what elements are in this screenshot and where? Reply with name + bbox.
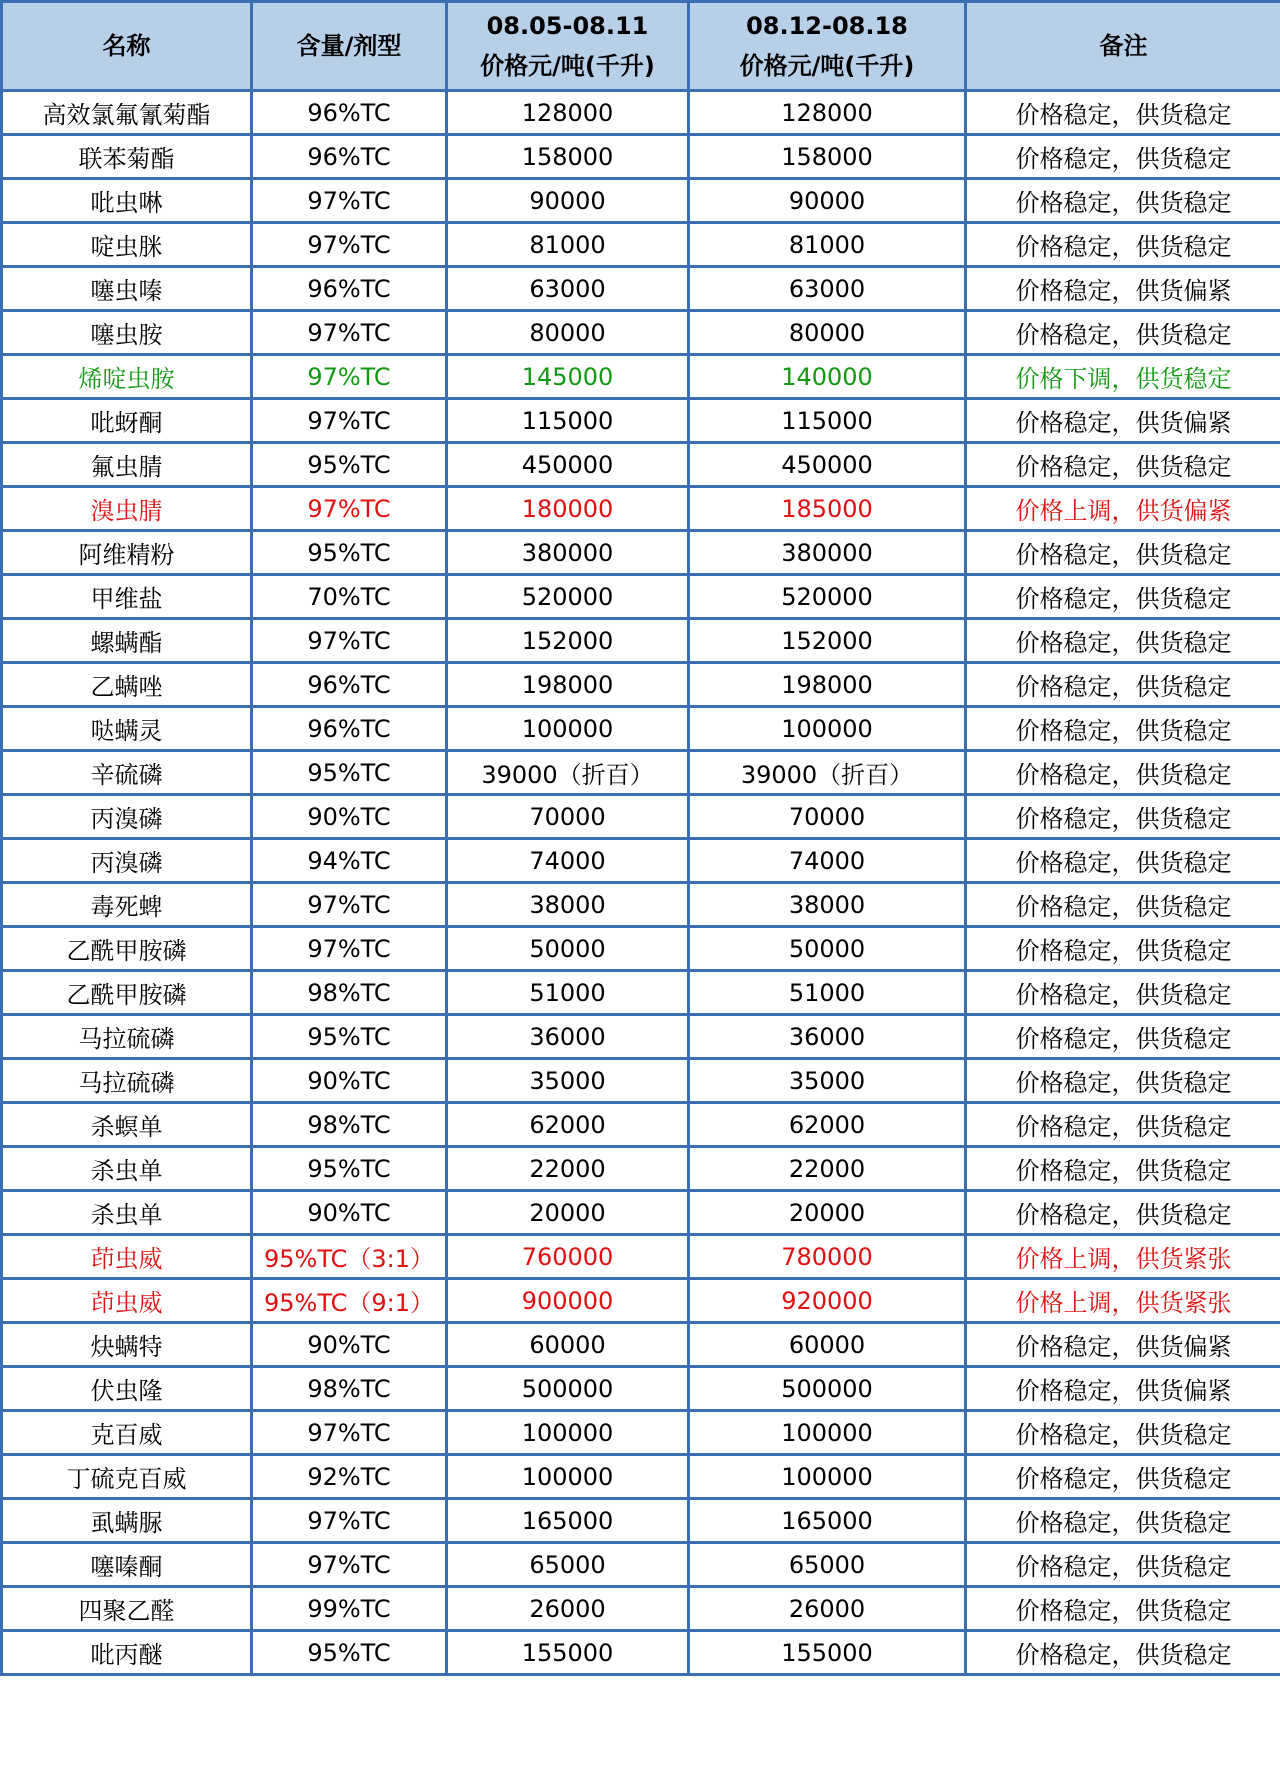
cell-price-week2: 60000: [689, 1323, 966, 1367]
cell-name: 辛硫磷: [2, 751, 252, 795]
table-body: [2, 91, 1280, 1675]
table-row: [2, 1543, 1280, 1587]
cell-price-week1: 145000: [447, 355, 689, 399]
table-row: [2, 927, 1280, 971]
cell-note: 价格稳定，供货稳定: [966, 1103, 1280, 1147]
header-week1: [447, 2, 689, 91]
table-row: [2, 795, 1280, 839]
cell-price-week1: 50000: [447, 927, 689, 971]
cell-price-week2: 450000: [689, 443, 966, 487]
table-row: [2, 1587, 1280, 1631]
cell-price-week2: 500000: [689, 1367, 966, 1411]
cell-note: 价格稳定，供货稳定: [966, 839, 1280, 883]
cell-name: 乙螨唑: [2, 663, 252, 707]
cell-price-week2: 39000（折百）: [689, 751, 966, 795]
cell-name: 哒螨灵: [2, 707, 252, 751]
table-row: [2, 399, 1280, 443]
cell-note: 价格上调，供货紧张: [966, 1279, 1280, 1323]
cell-price-week2: 81000: [689, 223, 966, 267]
cell-name: 伏虫隆: [2, 1367, 252, 1411]
cell-spec: 95%TC: [252, 1631, 447, 1675]
cell-price-week1: 900000: [447, 1279, 689, 1323]
header-week1-unit: 价格元/吨(千升): [480, 52, 655, 80]
cell-price-week1: 26000: [447, 1587, 689, 1631]
cell-name: 马拉硫磷: [2, 1015, 252, 1059]
cell-price-week2: 22000: [689, 1147, 966, 1191]
cell-price-week1: 36000: [447, 1015, 689, 1059]
cell-note: 价格稳定，供货稳定: [966, 575, 1280, 619]
table-row: [2, 91, 1280, 135]
cell-price-week1: 180000: [447, 487, 689, 531]
cell-price-week2: 70000: [689, 795, 966, 839]
cell-spec: 96%TC: [252, 707, 447, 751]
table-row: [2, 1455, 1280, 1499]
table-row: [2, 1235, 1280, 1279]
cell-price-week2: 128000: [689, 91, 966, 135]
cell-spec: 97%TC: [252, 179, 447, 223]
cell-note: 价格稳定，供货稳定: [966, 443, 1280, 487]
cell-price-week1: 90000: [447, 179, 689, 223]
cell-note: 价格稳定，供货稳定: [966, 223, 1280, 267]
cell-price-week2: 100000: [689, 1455, 966, 1499]
cell-name: 噻嗪酮: [2, 1543, 252, 1587]
table-row: [2, 223, 1280, 267]
cell-price-week1: 380000: [447, 531, 689, 575]
header-row: [2, 2, 1280, 91]
cell-name: 噻虫嗪: [2, 267, 252, 311]
cell-price-week2: 20000: [689, 1191, 966, 1235]
cell-price-week1: 155000: [447, 1631, 689, 1675]
cell-name: 杀螟单: [2, 1103, 252, 1147]
cell-spec: 97%TC: [252, 223, 447, 267]
cell-spec: 97%TC: [252, 399, 447, 443]
cell-price-week2: 198000: [689, 663, 966, 707]
cell-price-week1: 81000: [447, 223, 689, 267]
cell-note: 价格稳定，供货稳定: [966, 135, 1280, 179]
cell-spec: 96%TC: [252, 663, 447, 707]
cell-spec: 96%TC: [252, 267, 447, 311]
cell-price-week1: 38000: [447, 883, 689, 927]
cell-spec: 95%TC（9:1）: [252, 1279, 447, 1323]
cell-price-week1: 100000: [447, 1455, 689, 1499]
cell-name: 毒死蜱: [2, 883, 252, 927]
cell-note: 价格稳定，供货稳定: [966, 971, 1280, 1015]
cell-name: 马拉硫磷: [2, 1059, 252, 1103]
cell-note: 价格稳定，供货稳定: [966, 1455, 1280, 1499]
table-row: [2, 883, 1280, 927]
table-row: [2, 1367, 1280, 1411]
table-row: [2, 707, 1280, 751]
cell-spec: 97%TC: [252, 619, 447, 663]
cell-spec: 97%TC: [252, 1499, 447, 1543]
cell-name: 啶虫脒: [2, 223, 252, 267]
table-row: [2, 1147, 1280, 1191]
table-row: [2, 619, 1280, 663]
cell-note: 价格稳定，供货稳定: [966, 179, 1280, 223]
header-week2: [689, 2, 966, 91]
cell-price-week2: 63000: [689, 267, 966, 311]
cell-note: 价格稳定，供货偏紧: [966, 267, 1280, 311]
cell-note: 价格稳定，供货稳定: [966, 883, 1280, 927]
cell-spec: 94%TC: [252, 839, 447, 883]
cell-price-week2: 100000: [689, 1411, 966, 1455]
cell-note: 价格稳定，供货稳定: [966, 1587, 1280, 1631]
table-row: [2, 1411, 1280, 1455]
cell-price-week1: 198000: [447, 663, 689, 707]
cell-name: 烯啶虫胺: [2, 355, 252, 399]
table-row: [2, 531, 1280, 575]
table-row: [2, 1499, 1280, 1543]
cell-price-week2: 520000: [689, 575, 966, 619]
cell-spec: 90%TC: [252, 795, 447, 839]
header-spec: 含量/剂型: [252, 2, 447, 91]
cell-spec: 97%TC: [252, 487, 447, 531]
cell-name: 杀虫单: [2, 1147, 252, 1191]
cell-note: 价格稳定，供货稳定: [966, 91, 1280, 135]
cell-name: 茚虫威: [2, 1279, 252, 1323]
cell-note: 价格稳定，供货稳定: [966, 751, 1280, 795]
cell-name: 丁硫克百威: [2, 1455, 252, 1499]
cell-price-week2: 50000: [689, 927, 966, 971]
table-row: [2, 751, 1280, 795]
cell-note: 价格稳定，供货稳定: [966, 1015, 1280, 1059]
cell-spec: 95%TC: [252, 1147, 447, 1191]
table-row: [2, 575, 1280, 619]
cell-price-week1: 74000: [447, 839, 689, 883]
cell-spec: 95%TC: [252, 443, 447, 487]
table-row: [2, 179, 1280, 223]
table-row: [2, 1631, 1280, 1675]
cell-spec: 96%TC: [252, 135, 447, 179]
cell-name: 高效氯氟氰菊酯: [2, 91, 252, 135]
cell-price-week2: 165000: [689, 1499, 966, 1543]
cell-name: 吡丙醚: [2, 1631, 252, 1675]
cell-note: 价格稳定，供货稳定: [966, 1147, 1280, 1191]
cell-name: 溴虫腈: [2, 487, 252, 531]
watermark: ​: [367, 1040, 393, 1216]
cell-note: 价格稳定，供货稳定: [966, 311, 1280, 355]
cell-price-week2: 62000: [689, 1103, 966, 1147]
table-row: [2, 1323, 1280, 1367]
cell-name: 克百威: [2, 1411, 252, 1455]
table-row: [2, 311, 1280, 355]
cell-note: 价格稳定，供货稳定: [966, 1191, 1280, 1235]
cell-note: 价格稳定，供货稳定: [966, 1059, 1280, 1103]
cell-spec: 98%TC: [252, 971, 447, 1015]
cell-note: 价格稳定，供货稳定: [966, 1543, 1280, 1587]
cell-price-week1: 70000: [447, 795, 689, 839]
cell-name: 虱螨脲: [2, 1499, 252, 1543]
cell-price-week1: 100000: [447, 707, 689, 751]
cell-price-week1: 100000: [447, 1411, 689, 1455]
cell-name: 阿维精粉: [2, 531, 252, 575]
cell-spec: 97%TC: [252, 1411, 447, 1455]
cell-spec: 96%TC: [252, 91, 447, 135]
table-row: [2, 663, 1280, 707]
cell-price-week2: 920000: [689, 1279, 966, 1323]
cell-name: 杀虫单: [2, 1191, 252, 1235]
cell-price-week2: 35000: [689, 1059, 966, 1103]
cell-price-week1: 152000: [447, 619, 689, 663]
cell-price-week2: 38000: [689, 883, 966, 927]
cell-price-week1: 35000: [447, 1059, 689, 1103]
cell-price-week2: 380000: [689, 531, 966, 575]
cell-note: 价格稳定，供货偏紧: [966, 399, 1280, 443]
cell-name: 丙溴磷: [2, 839, 252, 883]
cell-spec: 98%TC: [252, 1367, 447, 1411]
cell-spec: 90%TC: [252, 1323, 447, 1367]
cell-price-week1: 760000: [447, 1235, 689, 1279]
cell-spec: 90%TC: [252, 1191, 447, 1235]
table-row: [2, 267, 1280, 311]
cell-spec: 95%TC（3:1）: [252, 1235, 447, 1279]
cell-note: 价格稳定，供货稳定: [966, 707, 1280, 751]
cell-name: 吡虫啉: [2, 179, 252, 223]
cell-price-week2: 74000: [689, 839, 966, 883]
header-note: 备注: [966, 2, 1280, 91]
cell-price-week1: 63000: [447, 267, 689, 311]
table-row: [2, 355, 1280, 399]
watermark: ​: [367, 330, 393, 506]
cell-name: 螺螨酯: [2, 619, 252, 663]
table-row: [2, 1059, 1280, 1103]
cell-price-week1: 20000: [447, 1191, 689, 1235]
table-row: [2, 487, 1280, 531]
cell-name: 噻虫胺: [2, 311, 252, 355]
cell-price-week1: 128000: [447, 91, 689, 135]
cell-price-week1: 520000: [447, 575, 689, 619]
cell-price-week2: 36000: [689, 1015, 966, 1059]
cell-price-week1: 22000: [447, 1147, 689, 1191]
cell-price-week2: 90000: [689, 179, 966, 223]
table-row: [2, 1103, 1280, 1147]
table-row: [2, 443, 1280, 487]
cell-price-week2: 140000: [689, 355, 966, 399]
cell-note: 价格稳定，供货稳定: [966, 663, 1280, 707]
cell-price-week1: 51000: [447, 971, 689, 1015]
cell-name: 四聚乙醛: [2, 1587, 252, 1631]
cell-price-week2: 51000: [689, 971, 966, 1015]
cell-price-week1: 80000: [447, 311, 689, 355]
table-row: [2, 971, 1280, 1015]
cell-name: 吡蚜酮: [2, 399, 252, 443]
cell-price-week2: 26000: [689, 1587, 966, 1631]
cell-price-week1: 60000: [447, 1323, 689, 1367]
table-row: [2, 1191, 1280, 1235]
header-week1-date: 08.05-08.11: [486, 12, 649, 40]
cell-note: 价格稳定，供货稳定: [966, 927, 1280, 971]
cell-spec: 90%TC: [252, 1059, 447, 1103]
cell-name: 乙酰甲胺磷: [2, 927, 252, 971]
cell-note: 价格稳定，供货偏紧: [966, 1367, 1280, 1411]
cell-price-week1: 158000: [447, 135, 689, 179]
cell-price-week1: 115000: [447, 399, 689, 443]
cell-price-week1: 62000: [447, 1103, 689, 1147]
cell-price-week1: 65000: [447, 1543, 689, 1587]
cell-price-week1: 450000: [447, 443, 689, 487]
header-week2-unit: 价格元/吨(千升): [739, 52, 915, 80]
cell-spec: 97%TC: [252, 883, 447, 927]
cell-price-week2: 158000: [689, 135, 966, 179]
cell-note: 价格上调，供货紧张: [966, 1235, 1280, 1279]
cell-spec: 70%TC: [252, 575, 447, 619]
cell-name: 茚虫威: [2, 1235, 252, 1279]
cell-price-week2: 115000: [689, 399, 966, 443]
cell-note: 价格稳定，供货稳定: [966, 795, 1280, 839]
cell-price-week2: 185000: [689, 487, 966, 531]
header-name: 名称: [2, 2, 252, 91]
cell-price-week1: 39000（折百）: [447, 751, 689, 795]
cell-note: 价格稳定，供货稳定: [966, 531, 1280, 575]
cell-spec: 98%TC: [252, 1103, 447, 1147]
cell-note: 价格稳定，供货稳定: [966, 1631, 1280, 1675]
cell-note: 价格稳定，供货稳定: [966, 1411, 1280, 1455]
cell-note: 价格上调，供货偏紧: [966, 487, 1280, 531]
cell-name: 丙溴磷: [2, 795, 252, 839]
cell-price-week1: 500000: [447, 1367, 689, 1411]
cell-spec: 97%TC: [252, 355, 447, 399]
cell-spec: 95%TC: [252, 531, 447, 575]
cell-name: 乙酰甲胺磷: [2, 971, 252, 1015]
cell-price-week2: 80000: [689, 311, 966, 355]
table-row: [2, 839, 1280, 883]
table-row: [2, 1279, 1280, 1323]
header-week2-date: 08.12-08.18: [746, 12, 908, 40]
cell-name: 联苯菊酯: [2, 135, 252, 179]
cell-note: 价格稳定，供货偏紧: [966, 1323, 1280, 1367]
cell-note: 价格稳定，供货稳定: [966, 1499, 1280, 1543]
table-row: [2, 1015, 1280, 1059]
cell-spec: 95%TC: [252, 751, 447, 795]
cell-spec: 99%TC: [252, 1587, 447, 1631]
cell-price-week2: 65000: [689, 1543, 966, 1587]
cell-spec: 95%TC: [252, 1015, 447, 1059]
cell-price-week2: 155000: [689, 1631, 966, 1675]
cell-price-week1: 165000: [447, 1499, 689, 1543]
cell-spec: 97%TC: [252, 927, 447, 971]
cell-name: 氟虫腈: [2, 443, 252, 487]
cell-spec: 92%TC: [252, 1455, 447, 1499]
cell-note: 价格稳定，供货稳定: [966, 619, 1280, 663]
cell-spec: 97%TC: [252, 311, 447, 355]
cell-note: 价格下调，供货稳定: [966, 355, 1280, 399]
cell-name: 炔螨特: [2, 1323, 252, 1367]
table-row: [2, 135, 1280, 179]
cell-price-week2: 152000: [689, 619, 966, 663]
cell-price-week2: 100000: [689, 707, 966, 751]
cell-name: 甲维盐: [2, 575, 252, 619]
cell-price-week2: 780000: [689, 1235, 966, 1279]
cell-spec: 97%TC: [252, 1543, 447, 1587]
